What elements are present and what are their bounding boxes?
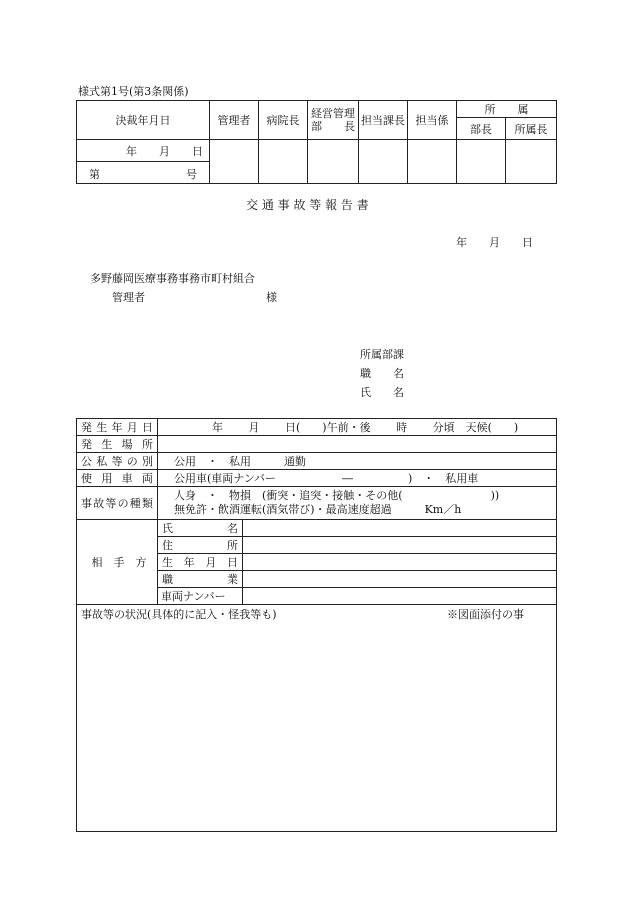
addressee-honorific: 様 — [266, 291, 277, 304]
reporter-position-label: 職 名 — [360, 367, 404, 380]
stamp-mgmt-dept[interactable] — [308, 140, 359, 184]
situation-area[interactable] — [77, 605, 557, 832]
type-value[interactable]: 公用 ・ 私用 通勤 — [158, 453, 557, 470]
addressee-manager: 管理者 — [112, 291, 145, 304]
addressee-org: 多野藤岡医療事務事務市町村組合 — [90, 272, 255, 285]
reporter-name-label: 氏 名 — [360, 386, 404, 399]
kind-line1: 人身 ・ 物損 (衝突・追突・接触・その他( )) — [174, 489, 500, 502]
page-title: 交 通 事 故 等 報 告 書 — [246, 198, 369, 212]
date-label: 発生年月日 — [77, 419, 158, 436]
party-birth-value[interactable] — [243, 554, 557, 571]
place-value[interactable] — [158, 436, 557, 453]
party-job-label: 職 業 — [158, 571, 243, 588]
col-date-header: 決裁年月日 — [77, 101, 210, 140]
party-label: 相 手 方 — [77, 520, 158, 605]
kind-label: 事故等の種類 — [77, 487, 158, 520]
report-date: 年 月 日 — [456, 236, 533, 249]
party-address-value[interactable] — [243, 537, 557, 554]
col-affiliation-head-header: 所属長 — [506, 118, 557, 140]
approval-number-cell — [77, 162, 210, 184]
date-value[interactable]: 年 月 日( )午前・後 時 分頃 天候( ) — [158, 419, 557, 436]
place-label: 発生場所 — [77, 436, 158, 453]
col-mgmt-dept-line1: 経営管理 — [311, 107, 355, 120]
kind-value[interactable] — [158, 487, 557, 520]
kind-line2: 無免許・飲酒運転(酒気帯び)・最高速度超過 Km／h — [174, 503, 462, 516]
col-mgmt-dept-line2: 部 長 — [311, 120, 355, 133]
reporter-dept-label: 所属部課 — [360, 348, 404, 361]
stamp-section-chief[interactable] — [359, 140, 408, 184]
col-manager-header: 管理者 — [210, 101, 259, 140]
approval-date-cell: 年 月 日 — [77, 140, 210, 162]
party-birth-label: 生年月日 — [158, 554, 243, 571]
party-address-label: 住 所 — [158, 537, 243, 554]
type-label: 公私等の別 — [77, 453, 158, 470]
stamp-affiliation-head[interactable] — [506, 140, 557, 184]
situation-label: 事故等の状況(具体的に記入・怪我等も) — [81, 608, 277, 621]
stamp-dept-head[interactable] — [457, 140, 506, 184]
vehicle-value[interactable]: 公用車(車両ナンバー ― ) ・ 私用車 — [158, 470, 557, 487]
party-job-value[interactable] — [243, 571, 557, 588]
party-name-value[interactable] — [243, 520, 557, 537]
party-name-label: 氏 名 — [158, 520, 243, 537]
vehicle-label: 使用車両 — [77, 470, 158, 487]
accident-info-table — [76, 418, 557, 832]
situation-note: ※図面添付の事 — [447, 608, 524, 621]
col-affiliation-header: 所 属 — [457, 101, 557, 118]
col-staff-header: 担当係 — [408, 101, 457, 140]
party-plate-label: 車両ナンバー — [158, 588, 243, 605]
col-dept-head-header: 部長 — [457, 118, 506, 140]
stamp-staff[interactable] — [408, 140, 457, 184]
col-mgmt-dept-header — [308, 101, 359, 140]
form-number: 様式第1号(第3条関係) — [78, 85, 189, 98]
number-prefix: 第 — [89, 168, 100, 181]
party-plate-value[interactable] — [243, 588, 557, 605]
stamp-manager[interactable] — [210, 140, 259, 184]
stamp-hospital-director[interactable] — [259, 140, 308, 184]
col-section-chief-header: 担当課長 — [359, 101, 408, 140]
col-hospital-director-header: 病院長 — [259, 101, 308, 140]
number-suffix: 号 — [186, 168, 197, 181]
approval-table — [76, 100, 557, 184]
